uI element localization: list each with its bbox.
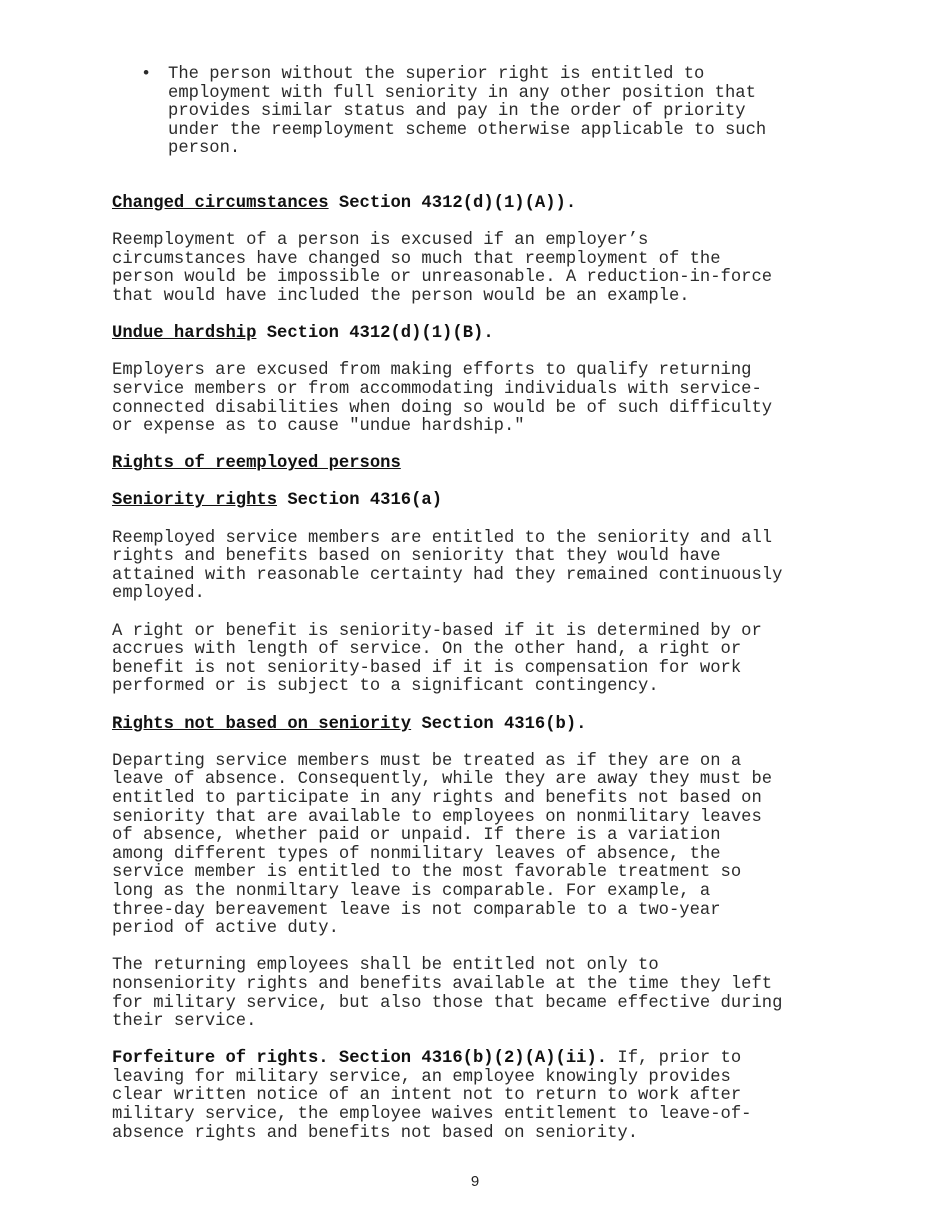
not-seniority-body-2: The returning employees shall be entitled not only to nonseniority rights and benefits available at the time they left for military service, but also those that became effective during their service. — [112, 956, 783, 1032]
page-number: 9 — [470, 1173, 480, 1190]
heading-rights-title: Rights of reemployed persons — [112, 454, 401, 474]
heading-seniority-title: Seniority rights — [112, 491, 278, 511]
forfeiture-paragraph — [112, 1050, 852, 1143]
seniority-body-2: A right or benefit is seniority-based if it is determined by or accrues with length of service. On the other hand, a right or benefit is not seniority-based if it is compensation for work performed or is subject to a significant contingency. — [112, 621, 762, 697]
heading-notseniority-title: Rights not based on seniority — [112, 714, 412, 734]
undue-hardship-body: Employers are excused from making efforts to qualify returning service members or from accommodating individuals with service- connected disabilities when doing so would be of such difficulty or expense as to cause "undue hardship." — [112, 361, 773, 437]
heading-hardship-title: Undue hardship — [112, 324, 257, 344]
heading-seniority-section: Section 4316(a) — [277, 491, 443, 511]
changed-circumstances-body: Reemployment of a person is excused if an employer’s circumstances have changed so much that reemployment of the person would be impossible or unreasonable. A reduction-in-force that would have included the person would be an example. — [112, 231, 773, 306]
not-seniority-body-1: Departing service members must be treated as if they are on a leave of absence. Consequently, while they are away they must be entitled to participate in any rights and benefits not based on seniority that are available to employees on nonmilitary leaves of absence, whether paid or unpaid. If there is a variation among different types of nonmilitary leaves of absence, the service member is entitled to the most favorable treatment so long as the nonmiltary leave is comparable. For example, a three-day bereavement leave is not comparable to a two-year period of active duty. — [112, 751, 773, 939]
forfeiture-body: If, prior to leaving for military service, an employee knowingly provides clear written notice of an intent not to return to work after military service, the employee waives entitlement to leave-of- absence rights and benefits not based on seniority. — [112, 1049, 752, 1143]
heading-changed-section: Section 4312(d)(1)(A)). — [328, 193, 577, 213]
bullet-text: The person without the superior right is entitled to employment with full seniority in any other position that provides similar status and pay in the order of priority under the reemployment scheme otherwise applicable to such person. — [168, 65, 767, 159]
forfeiture-lead: Forfeiture of rights. Section 4316(b)(2)(A)(ii). — [112, 1049, 608, 1069]
bullet-icon: • — [141, 65, 152, 84]
heading-changed-title: Changed circumstances — [112, 193, 329, 213]
heading-rights-reemployed — [112, 455, 852, 474]
heading-notseniority-section: Section 4316(b). — [411, 714, 587, 734]
document-page — [112, 66, 852, 1162]
bullet-item — [112, 66, 852, 159]
heading-undue-hardship — [112, 325, 852, 344]
heading-changed-circumstances — [112, 195, 852, 214]
seniority-body-1: Reemployed service members are entitled to the seniority and all rights and benefits based on seniority that they would have attained with reasonable certainty had they remained continuously employed. — [112, 528, 783, 604]
heading-rights-not-seniority — [112, 716, 852, 735]
heading-hardship-section: Section 4312(d)(1)(B). — [256, 324, 494, 344]
heading-seniority-rights — [112, 492, 852, 511]
